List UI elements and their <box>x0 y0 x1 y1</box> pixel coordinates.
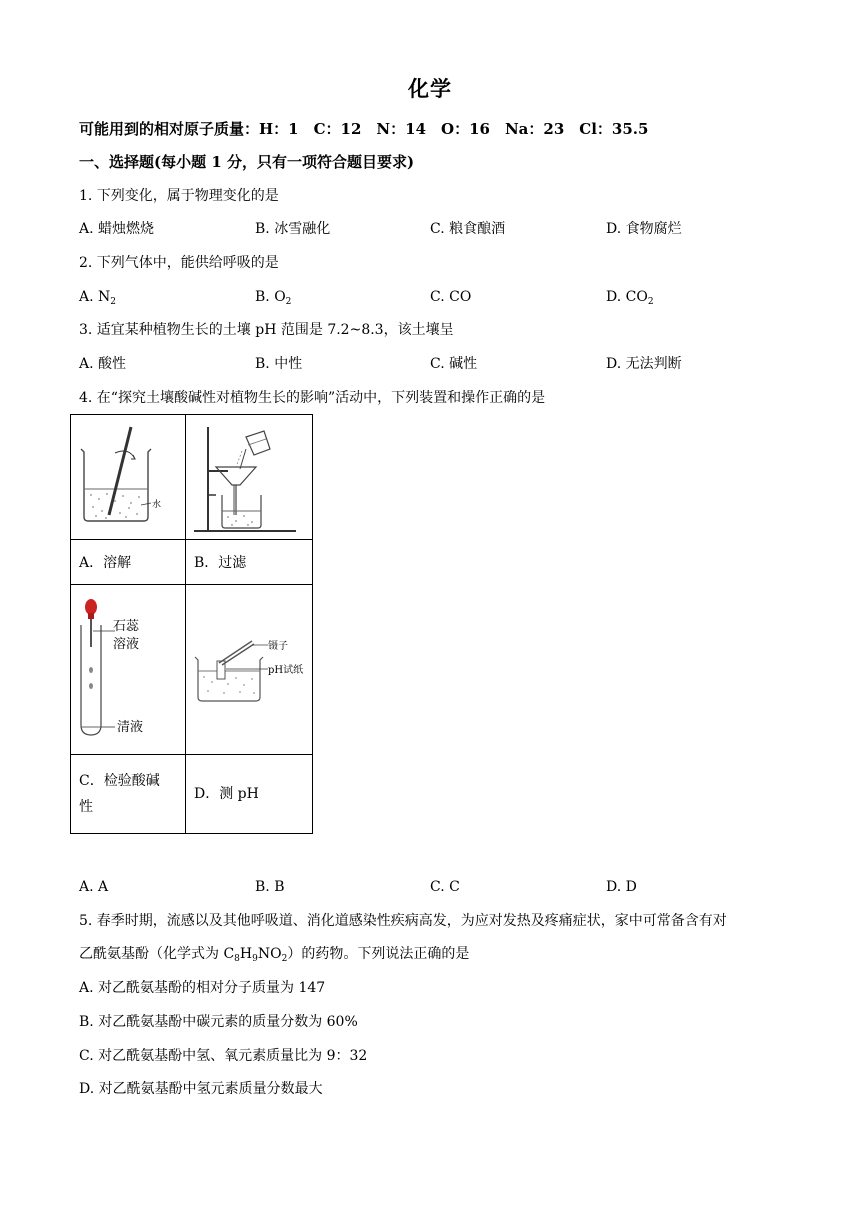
option-d: D. D <box>606 879 637 895</box>
option-b <box>255 287 291 312</box>
figure-cell-litmus <box>71 585 186 755</box>
subscript: 2 <box>281 954 288 964</box>
option-b: B. 冰雪融化 <box>255 221 331 237</box>
question-5-stem-line2 <box>79 944 469 969</box>
subscript: 2 <box>647 297 654 307</box>
question-5-option-a: A. 对乙酰氨基酚的相对分子质量为 147 <box>79 980 326 996</box>
question-5-option-d: D. 对乙酰氨基酚中氢元素质量分数最大 <box>79 1081 323 1097</box>
option-a: A. A <box>79 879 109 895</box>
filtration-figure <box>186 415 304 539</box>
label-clear-liquid: 清液 <box>117 720 144 735</box>
option-a: A. 酸性 <box>79 356 127 372</box>
option-d <box>606 287 654 312</box>
figure-cell-ph <box>186 585 313 755</box>
subscript: 2 <box>110 297 116 307</box>
question-5-option-b: B. 对乙酰氨基酚中碳元素的质量分数为 60% <box>79 1014 358 1030</box>
atomic-mass-line: 可能用到的相对原子质量：H：1 C：12 N：14 O：16 Na：23 Cl：35.5 <box>79 120 649 138</box>
label-litmus-2: 溶液 <box>113 637 140 652</box>
page-title: 化学 <box>408 76 452 101</box>
section-heading: 一、选择题(每小题 1 分，只有一项符合题目要求) <box>79 153 415 171</box>
litmus-dropper-figure <box>71 585 177 754</box>
option-b-text: B. O <box>255 289 286 305</box>
option-a: A. 蜡烛燃烧 <box>79 221 155 237</box>
option-c-text: C. CO <box>430 289 472 305</box>
label-tweezers: 镊子 <box>268 641 288 652</box>
apparatus-table <box>70 414 313 834</box>
option-a <box>79 287 116 312</box>
question-4-options <box>79 877 779 897</box>
option-c: C. 粮食酿酒 <box>430 221 506 237</box>
question-3-stem: 3. 适宜某种植物生长的土壤 pH 范围是 7.2~8.3，该土壤呈 <box>79 322 454 338</box>
option-c <box>430 287 471 307</box>
caption-litmus-line2: 性 <box>79 799 93 815</box>
option-a-text: A. N <box>79 289 111 305</box>
question-2-options <box>79 287 779 307</box>
label-water: 水 <box>152 500 162 510</box>
option-b: B. B <box>255 879 285 895</box>
stem-text: ）的药物。下列说法正确的是 <box>287 946 470 962</box>
option-c: C. C <box>430 879 460 895</box>
caption-ph: D．测 pH <box>186 755 313 834</box>
subscript: 2 <box>285 297 292 307</box>
label-litmus-1: 石蕊 <box>113 619 140 634</box>
ph-paper-figure <box>186 585 304 754</box>
subscript: 9 <box>252 954 258 964</box>
question-5-option-c: C. 对乙酰氨基酚中氢、氧元素质量比为 9：32 <box>79 1048 368 1064</box>
beaker-stirring-figure <box>71 415 177 539</box>
option-d: D. 食物腐烂 <box>606 221 682 237</box>
question-4-stem: 4. 在“探究土壤酸碱性对植物生长的影响”活动中，下列装置和操作正确的是 <box>79 390 546 406</box>
question-2-stem: 2. 下列气体中，能供给呼吸的是 <box>79 255 279 271</box>
question-3-options <box>79 354 779 374</box>
question-1-stem: 1. 下列变化，属于物理变化的是 <box>79 188 279 204</box>
figure-cell-filtration <box>186 415 313 540</box>
figure-cell-dissolve <box>71 415 186 540</box>
caption-dissolve: A．溶解 <box>71 540 186 585</box>
question-5-stem-line1: 5. 春季时期，流感以及其他呼吸道、消化道感染性疾病高发，为应对发热及疼痛症状，家中可常备含有对 <box>79 913 727 929</box>
option-d: D. 无法判断 <box>606 356 682 372</box>
stem-text: H <box>239 946 253 962</box>
label-ph-paper: pH试纸 <box>268 665 304 676</box>
option-c: C. 碱性 <box>430 356 478 372</box>
option-b: B. 中性 <box>255 356 303 372</box>
caption-litmus <box>71 755 186 834</box>
stem-text: 乙酰氨基酚（化学式为 C <box>79 946 235 962</box>
caption-filtration: B．过滤 <box>186 540 313 585</box>
stem-text: NO <box>257 946 282 962</box>
question-1-options <box>79 219 779 239</box>
option-d-text: D. CO <box>606 289 648 305</box>
caption-litmus-line1: C．检验酸碱 <box>79 773 160 789</box>
subscript: 8 <box>234 954 240 964</box>
